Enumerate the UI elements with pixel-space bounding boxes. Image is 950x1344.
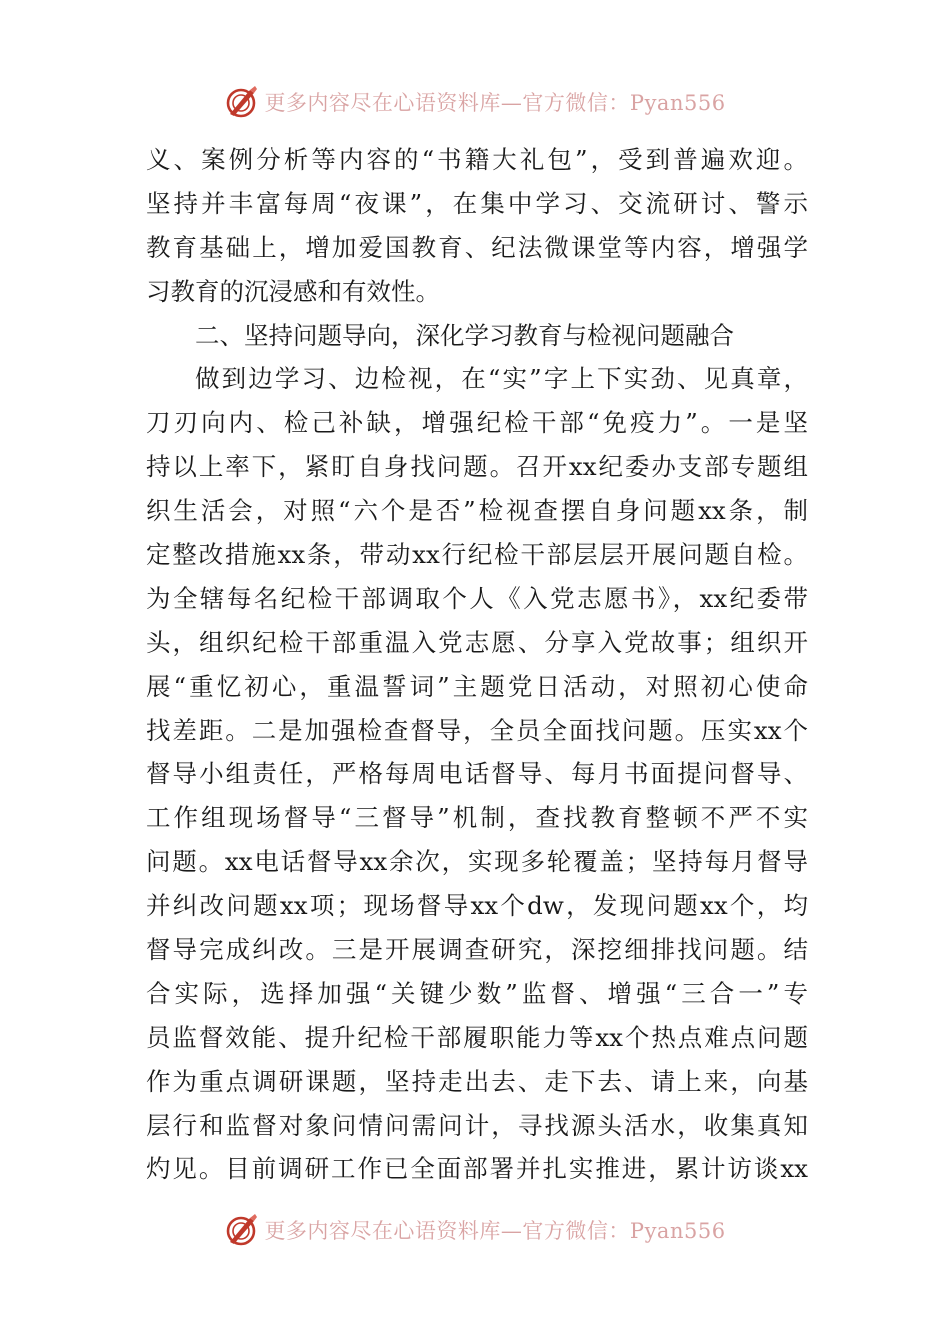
text-line: 教育基础上，增加爱国教育、纪法微课堂等内容，增强学 xyxy=(146,232,808,262)
watermark-banner-top xyxy=(0,82,950,122)
text-line: 层行和监督对象问情问需问计，寻找源头活水，收集真知 xyxy=(146,1110,808,1140)
text-line: 定整改措施xx条，带动xx行纪检干部层层开展问题自检。 xyxy=(146,540,808,570)
text-line: 找差距。二是加强检查督导，全员全面找问题。压实xx个 xyxy=(146,715,808,745)
text-line: 作为重点调研课题，坚持走出去、走下去、请上来，向基 xyxy=(146,1066,808,1096)
text-line: 头，组织纪检干部重温入党志愿、分享入党故事；组织开 xyxy=(146,627,808,657)
text-line: 灼见。目前调研工作已全面部署并扎实推进，累计访谈xx xyxy=(146,1154,808,1184)
text-line: 督导小组责任，严格每周电话督导、每月书面提问督导、 xyxy=(146,759,808,789)
text-line: 持以上率下，紧盯自身找问题。召开xx纪委办支部专题组 xyxy=(146,452,808,482)
text-line: 义、案例分析等内容的“书籍大礼包”，受到普遍欢迎。 xyxy=(146,145,808,174)
watermark-text-bottom: 更多内容尽在心语资料库—官方微信：Pyan556 xyxy=(264,1219,726,1243)
watermark-text-top: 更多内容尽在心语资料库—官方微信：Pyan556 xyxy=(264,91,726,115)
pen-logo-icon xyxy=(224,1212,260,1248)
section-heading: 二、坚持问题导向，深化学习教育与检视问题融合 xyxy=(195,320,734,350)
text-line: 织生活会，对照“六个是否”检视查摆自身问题xx条，制 xyxy=(146,496,808,526)
text-line: 做到边学习、边检视，在“实”字上下实劲、见真章， xyxy=(195,364,808,394)
text-line: 问题。xx电话督导xx余次，实现多轮覆盖；坚持每月督导 xyxy=(146,847,808,877)
text-line: 刀刃向内、检己补缺，增强纪检干部“免疫力”。一是坚 xyxy=(146,408,808,438)
text-line: 工作组现场督导“三督导”机制，查找教育整顿不严不实 xyxy=(146,803,808,833)
text-line: 合实际，选择加强“关键少数”监督、增强“三合一”专 xyxy=(146,978,808,1008)
text-line: 展“重忆初心，重温誓词”主题党日活动，对照初心使命 xyxy=(146,671,808,701)
text-line: 习教育的沉浸感和有效性。 xyxy=(146,276,440,306)
text-line: 坚持并丰富每周“夜课”，在集中学习、交流研讨、警示 xyxy=(146,188,808,218)
pen-logo-icon xyxy=(224,84,260,120)
watermark-banner-bottom xyxy=(0,1210,950,1250)
document-body xyxy=(146,138,808,1191)
text-line: 员监督效能、提升纪检干部履职能力等xx个热点难点问题 xyxy=(146,1022,808,1052)
text-line: 督导完成纠改。三是开展调查研究，深挖细排找问题。结 xyxy=(146,935,808,965)
text-line: 并纠改问题xx项；现场督导xx个dw，发现问题xx个，均 xyxy=(146,891,808,921)
text-line: 为全辖每名纪检干部调取个人《入党志愿书》，xx纪委带 xyxy=(146,583,808,613)
